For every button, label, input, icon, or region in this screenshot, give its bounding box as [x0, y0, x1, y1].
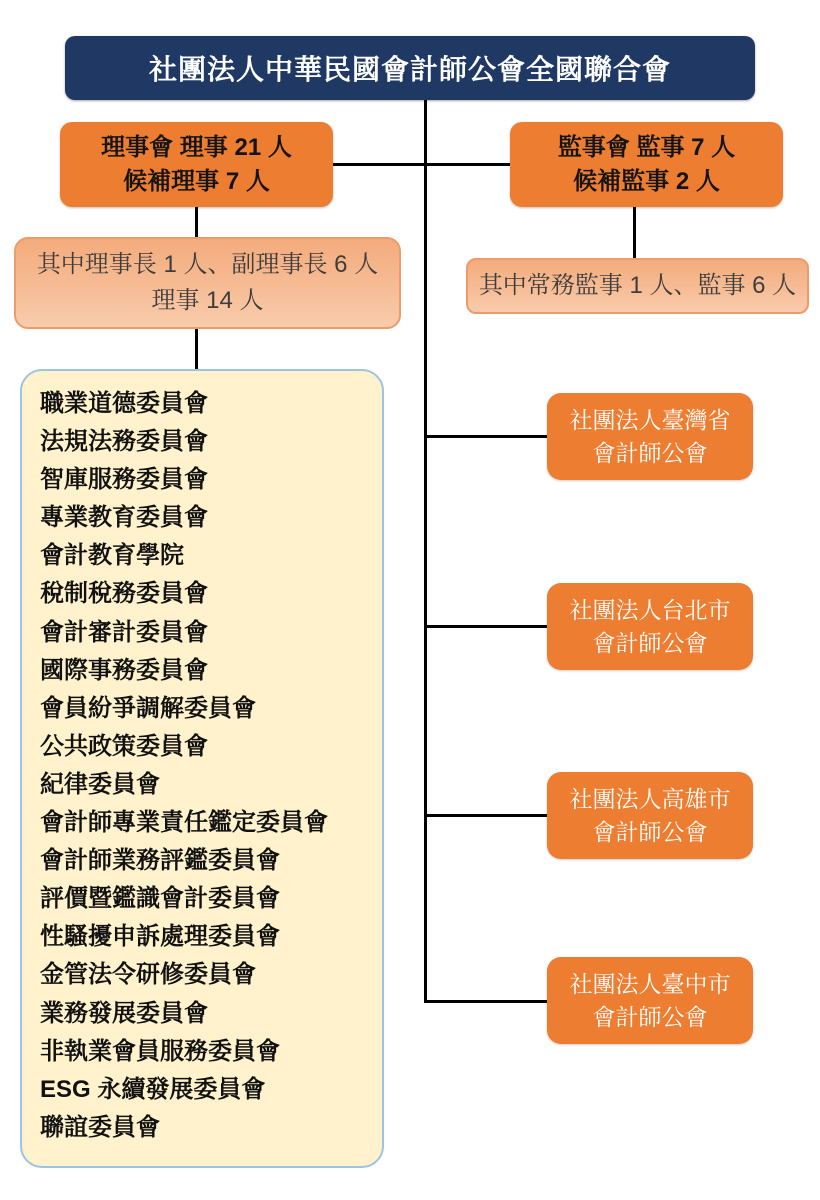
committee-item: ESG 永續發展委員會 [40, 1075, 266, 1103]
committee-item: 會計教育學院 [40, 542, 184, 570]
committee-item: 智庫服務委員會 [40, 466, 208, 494]
committee-item: 公共政策委員會 [40, 732, 208, 760]
branch-connector-line-1 [425, 435, 548, 438]
committee-item: 聯誼委員會 [40, 1113, 160, 1141]
detail-to-committees-connector-line [195, 325, 198, 370]
root-node [65, 36, 755, 100]
trunk-connector-line [424, 100, 427, 1003]
board-composition-node [14, 237, 401, 329]
board-line1: 理事會 理事 21 人 [101, 133, 292, 161]
committee-item: 金管法令研修委員會 [40, 961, 256, 989]
board-to-detail-connector-line [195, 207, 198, 238]
root-title: 社團法人中華民國會計師公會全國聯合會 [148, 54, 671, 85]
member-line2: 會計師公會 [592, 629, 708, 656]
committee-item: 會計審計委員會 [40, 618, 208, 646]
board-detail-line2: 理事 14 人 [151, 287, 264, 314]
supervisor-line2: 候補監事 2 人 [573, 167, 720, 195]
member-line1: 社團法人台北市 [569, 596, 731, 623]
branch-connector-line-4 [425, 1000, 548, 1003]
committee-item: 會計師業務評鑑委員會 [40, 847, 280, 875]
member-line1: 社團法人臺灣省 [569, 406, 731, 433]
committee-item: 評價暨鑑識會計委員會 [40, 885, 280, 913]
member-line2: 會計師公會 [592, 1003, 708, 1030]
board-of-directors-node [60, 122, 333, 207]
board-supervisor-connector-line [333, 163, 510, 166]
committee-item: 紀律委員會 [40, 770, 160, 798]
supervisor-line1: 監事會 監事 7 人 [557, 133, 736, 161]
committee-item: 法規法務委員會 [40, 428, 208, 456]
branch-connector-line-3 [425, 814, 548, 817]
board-detail-line1: 其中理事長 1 人、副理事長 6 人 [36, 251, 379, 278]
committee-item: 國際事務委員會 [40, 656, 208, 684]
member-line2: 會計師公會 [592, 439, 708, 466]
committee-item: 會員紛爭調解委員會 [40, 694, 256, 722]
member-line2: 會計師公會 [592, 818, 708, 845]
board-of-supervisors-node [510, 122, 783, 207]
committees-panel [20, 369, 384, 1168]
supervisor-detail-line1: 其中常務監事 1 人、監事 6 人 [478, 272, 797, 299]
member-association-node-taichung [547, 957, 753, 1044]
member-line1: 社團法人臺中市 [569, 970, 731, 997]
committee-item: 會計師專業責任鑑定委員會 [40, 809, 328, 837]
supervisor-composition-node [466, 258, 809, 314]
member-association-node-taiwan-province [547, 393, 753, 480]
member-association-node-taipei [547, 583, 753, 670]
branch-connector-line-2 [425, 625, 548, 628]
committee-item: 非執業會員服務委員會 [40, 1037, 280, 1065]
committee-item: 職業道德委員會 [40, 390, 208, 417]
member-association-node-kaohsiung [547, 772, 753, 859]
committee-item: 性騷擾申訴處理委員會 [40, 923, 280, 951]
member-line1: 社團法人高雄市 [569, 785, 731, 812]
committee-item: 稅制稅務委員會 [40, 580, 208, 608]
committee-item: 專業教育委員會 [40, 504, 208, 532]
committee-item: 業務發展委員會 [40, 999, 208, 1027]
board-line2: 候補理事 7 人 [123, 167, 270, 195]
supervisor-to-detail-connector-line [633, 207, 636, 259]
